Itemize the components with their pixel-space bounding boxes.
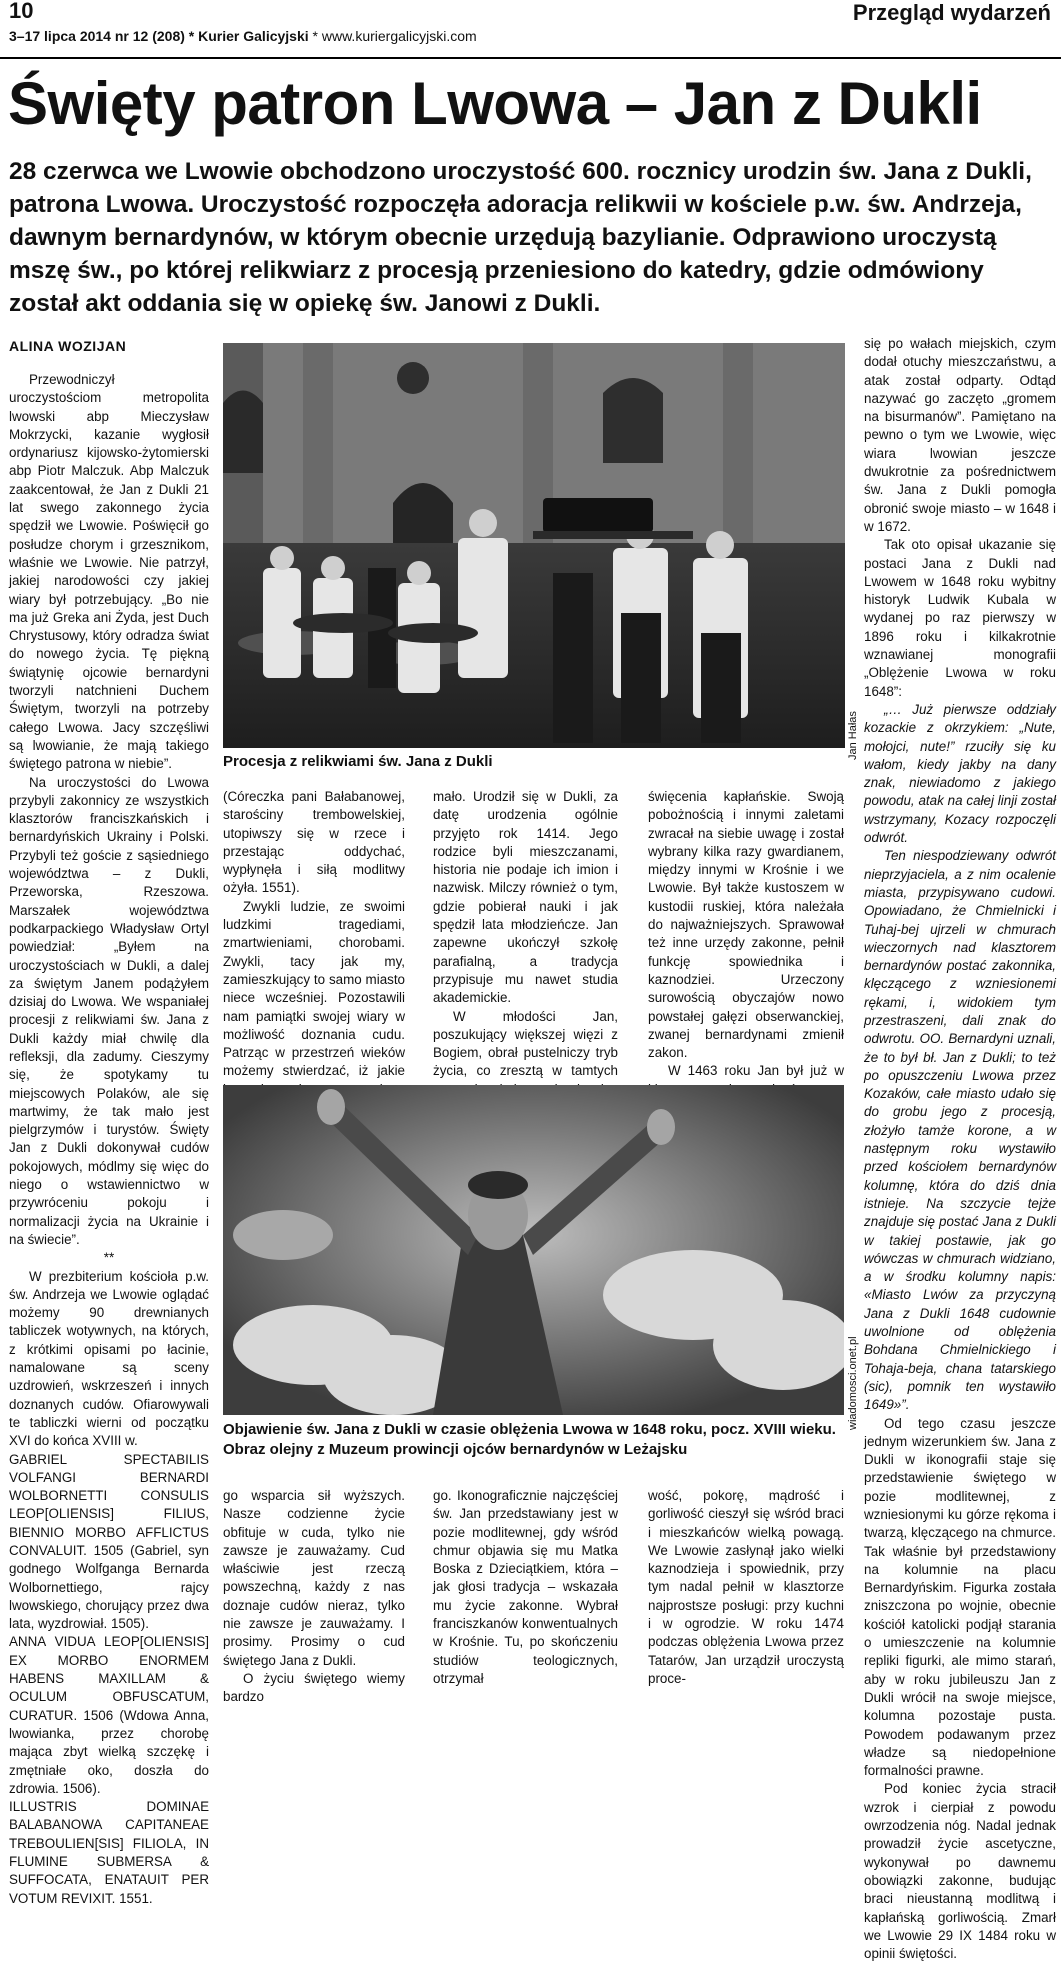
paragraph: święcenia kapłańskie. Swoją pobożnością i innymi zaletami zwracał na siebie uwagę i został wybrany kilka razy gwardianem, między innymi w Krośnie i we Lwowie. Był także kustoszem w kustodii ruskiej, która należała do najważniejszych. Sprawował też inne urzędy zakonne, pełnił funkcję spowiednika i kaznodziei. Urzeczony surowością obyczajów nowo powstałej gałęzi obserwanckiej, zwanej bernardynami zmienił zakon.: [648, 789, 844, 1061]
paragraph: Na uroczystości do Lwowa przybyli zakonnicy ze wszystkich klasztorów franciszkańskich i bernardyńskich Ukrainy i Polski. Przybyli też goście z sąsiedniego województwa – z Dukli, Przeworska, Rzeszowa. Marszałek województwa podkarpackiego Władysław Ortyl powiedział: „Byłem na uroczystościach w Dukli, a dalej za świętym Janem podążyłem dzisiaj do Lwowa. We wspaniałej procesji z relikwiami św. Jana z Dukli każdy miał chwilę dla refleksji, dla zadumy. Cieszymy się, że spotykamy tu miejscowych Polaków, ale się martwimy, że tak mało jest pielgrzymów i turystów. Święty Jan z Dukli dokonywał cudów pokojowych, módlmy się więc do niego o wstawiennictwo w przywróceniu pokoju i normalizacji życia na Ukrainie i na świecie”.: [9, 774, 209, 1247]
website-link[interactable]: www.kuriergalicyjski.com: [321, 28, 477, 44]
paragraph: W młodości Jan, poszukujący większej więzi z Bogiem, obrał pustelniczy tryb życia, co zresztą w tamtych: [433, 1008, 618, 1079]
paragraph: ANNA VIDUA LEOP[OLIENSIS] EX MORBO ENORMEM HABENS MAXILLAM & OCULUM OBFUSCATUM, CURATUR. 1506 (Wdowa Anna, lwowianka, przez chorobę mająca zbyt wielką szczękę i zmętniałe oko, doszła do zdrowia. 1506).: [9, 1634, 209, 1796]
article-title: Święty patron Lwowa – Jan z Dukli: [8, 70, 982, 137]
article-author: ALINA WOZIJAN: [9, 338, 127, 354]
paragraph: (Córeczka pani Bałabanowej, starościny trembowelskiej, utopiwszy się w rzece i przestając oddychać, wypłynęła i siłą modlitwy ożyła. 1551).: [223, 789, 405, 896]
paragraph: Przewodniczył uroczystościom metropolita lwowski abp Mieczysław Mokrzycki, kazanie wygłosił ordynariusz kijowsko-żytomierski abp Piotr Malczuk. Abp Malczuk zaakcentował, że Jan z Dukli 21 lat swego zakonnego życia spędził we Lwowie. Poświęcił go posłudze chorym i grzesznikom, właśnie we Lwowie. Nie patrzył, jakiej narodowości czy jakiej wiary był potrzebujący. „Bo nie ma już Greka ani Żyda, jest Duch Chrystusowy, który odradza świat do nowego życia. Tę piękną świątynię ojcowie bernardyni tworzyli natchnieni Duchem Świętym, tworzyli na potrzeby całego Lwowa. Jacy szczęśliwi są lwowianie, że mają takiego świętego patrona w niebie”.: [9, 372, 209, 772]
column-e: [433, 1487, 618, 1688]
paragraph: GABRIEL SPECTABILIS VOLFANGI BERNARDI WOLBORNETTI CONSULIS LEOP[OLIENSIS] FILIUS, BIENNIO MORBO AFFLICTUS CONVALUIT. 1505 (Gabriel, syn godnego Wolfganga Bernarda Wolbornettiego, rajcy lwowskiego, chorujący przez dwa lata, wyzdrowiał. 1505).: [9, 1451, 209, 1632]
paragraph: O życiu świętego wiemy bardzo: [223, 1670, 405, 1705]
painting-photo: [223, 1085, 844, 1415]
paragraph: Od tego czasu jeszcze jednym wizerunkiem św. Jana z Dukli w ikonografii staje się przedstawienie świętego w pozie modlitewnej, z wzniesionymi ku górze rękoma i twarzą, klęczącego na chmurce. Tak właśnie był przedstawiony na kolumnie na placu Bernardyńskim. Figurka została zniszczona po wojnie, obecnie kościół katolicki podjął starania o umieszczenie na kolumnie repliki figurki, ale mimo starań, aby w roku jubileuszu Jan z Dukli wrócił na swoje miejsce, kolumna pozostaje pusta. Powodem podawanym przez władze są niedopełnione formalności prawne.: [864, 1415, 1056, 1779]
procession-photo: [223, 343, 845, 748]
paragraph: W 1463 roku Jan był już w: [668, 1063, 844, 1079]
column-c: [648, 788, 844, 1136]
paragraph: Zwykli ludzie, ze swoimi ludzkimi tragediami, zmartwieniami, chorobami. Zwykli, tacy jak my, zamieszkujący to samo miasto niece wcześniej. Pozostawili nam pamiątki swojej wiary w możliwość doznania cudu. Patrząc w przestrzeń wieków możemy stwierdzać, iż jakie: [223, 898, 405, 1079]
page-number: 10: [9, 0, 34, 23]
masthead-separator: *: [308, 28, 322, 44]
section-title: Przegląd wydarzeń: [852, 0, 1051, 25]
section-break: **: [103, 1250, 115, 1266]
quote-paragraph: Ten niespodziewany odwrót nieprzyjaciela, a z nim ocalenie miasta, przypisywano cudowi. Opowiadano, że Chmielnicki i Tuhaj-bej ujrzeli w chmurach wieczornych nad klasztorem bernardynów postać zakonnika, klęczącego z wzniesionemi rękami, i, widokiem tym przestraszeni, dali znak do odwrotu. OO. Bernardyni uznali, że to był bł. Jan z Dukli; to też po opuszczeniu Lwowa przez Kozaków, całe miasto udało się do grobu jego z procesją, złożyło tamże korone, a w następnym roku wystawiło przed kościołem bernardynów kolumnę, która do dziś dnia istnieje. Na szczycie tejże znajduje się postać Jana z Dukli w takiej postawie, jak go wówczas w chmurach widziano, a w środku kolumny napis: «Miasto Lwów za przyczyną Jana z Dukli 1648 cudownie uwolnione od oblężenia Bohdana Chmielnickiego i Tohaja-beja, chana tatarskiego (sic), pomnik ten wystawiło 1649»”.: [864, 848, 1056, 1413]
column-f: [648, 1487, 844, 1688]
column-left: [9, 371, 209, 1908]
masthead: [9, 28, 477, 44]
photo-caption: Procesja z relikwiami św. Jana z Dukli: [223, 753, 493, 770]
column-right: [864, 335, 1056, 1963]
paragraph: go. Ikonograficznie najczęściej św. Jan przedstawiany jest w pozie modlitewnej, gdy wśród chmur objawia się mu Matka Boska z Dzieciątkiem, która – jak głosi tradycja – wskazała mu życie zakonne. Wybrał franciszkanów konwentualnych w Krośnie. Tu, po skończeniu studiów teologicznych, otrzymał: [433, 1488, 618, 1686]
paragraph: wość, pokorę, mądrość i gorliwość cieszył się wśród braci i mieszkańców wielką powagą. We Lwowie zasłynął jako wielki kaznodzieja i spowiednik, przy tym nadal pełnił w klasztorze najprostsze posługi: przy kuchni i w ogrodzie. W roku 1474 podczas oblężenia Lwowa przez Tatarów, Jan urządził uroczystą proce-: [648, 1488, 844, 1686]
article-lead: 28 czerwca we Lwowie obchodzono uroczystość 600. rocznicy urodzin św. Jana z Dukli, patrona Lwowa. Uroczystość rozpoczęła adoracja relikwii w kościele p.w. św. Andrzeja, dawnym bernardynów, w którym obecnie urzędują bazylianie. Odprawiono uroczystą mszę św., po której relikwiarz z procesją przeniesiono do katedry, gdzie odmówiony został akt oddania się w opiekę św. Janowi z Dukli.: [9, 158, 1032, 317]
paragraph: go wsparcia sił wyższych. Nasze codzienne życie obfituje w cuda, tylko nie zawsze je zauważamy. Cud właściwie jest rzeczą powszechną, każdy z nas doznaje cudów nieraz, tylko nie zawsze je zauważamy. I prosimy. Prosimy o cud świętego Jana z Dukli.: [223, 1488, 405, 1668]
quote-paragraph: „… Już pierwsze oddziały kozackie z okrzykiem: „Nute, mołojci, nute!” rzuciły się ku wałom, kiedy jakby na dany znak, niewiadomo z jakiego powodu, atak na całej linji został wstrzymany, Kozacy rozpoczęli odwrót.: [864, 701, 1056, 846]
photo-credit: Jan Hałas: [847, 711, 859, 760]
paragraph: mało. Urodził się w Dukli, za datę urodzenia ogólnie przyjęto rok 1414. Jego rodzice byli mieszczanami, historia nie podaje ich imion i nazwisk. Milczy również o tym, gdzie pobierał nauki i jak spędził lata młodzieńcze. Jan zapewne ukończył szkołę parafialną, a tradycja przypisuje mu nawet studia akademickie.: [433, 789, 618, 1006]
painting-caption: Objawienie św. Jana z Dukli w czasie oblężenia Lwowa w 1648 roku, pocz. XVIII wieku. Obraz olejny z Muzeum prowincji ojców bernardynów w Leżajsku: [223, 1421, 836, 1458]
paragraph: Tak oto opisał ukazanie się postaci Jana z Dukli nad Lwowem w 1648 roku wybitny historyk Ludwik Kubala w wydanej po raz pierwszy w 1896 roku i kilkakrotnie wznawianej monografii „Oblężenie Lwowa w roku 1648”:: [864, 537, 1056, 699]
header-rule: [0, 57, 1061, 59]
paragraph: się po wałach miejskich, czym dodał otuchy mieszczaństwu, a atak został odparty. Odtąd nazywać go zaczęto „gromem na bisurmanów”. Pamiętano na pewno o tym we Lwowie, więc wiara lwowian jeszcze dwukrotnie za pośrednictwem św. Jana z Dukli pomogła obronić swoje miasto – w 1648 i w 1672.: [864, 336, 1056, 534]
issue-info: 3–17 lipca 2014 nr 12 (208) * Kurier Galicyjski: [9, 28, 309, 44]
paragraph: Pod koniec życia stracił wzrok i cierpiał z powodu owrzodzenia nóg. Nadal jednak prowadził życie ascetyczne, wykonywał po dawnemu obowiązki zakonne, budując braci nieustanną modlitwą i kapłańską gorliwością. Zmarł we Lwowie 29 IX 1484 roku w opinii świętości.: [864, 1781, 1056, 1962]
photo-credit: wiadomosci.onet.pl: [847, 1336, 859, 1430]
column-d: [223, 1487, 405, 1707]
paragraph: ILLUSTRIS DOMINAE BALABANOWA CAPITANEAE TREBOULIEN[SIS] FILIOLA, IN FLUMINE SUBMERSA & SUFFOCATA, ENATAUIT PER VOTUM REVIXIT. 1551.: [9, 1799, 209, 1906]
paragraph: W prezbiterium kościoła p.w. św. Andrzeja we Lwowie oglądać możemy 90 drewnianych tabliczek wotywnych, na których, z krótkimi opisami po łacinie, namalowane są sceny uzdrowień, wskrzeszeń i innych doznanych cudów. Ofiarowywali te tabliczki wierni od początku XVI do końca XVIII w.: [9, 1268, 209, 1449]
